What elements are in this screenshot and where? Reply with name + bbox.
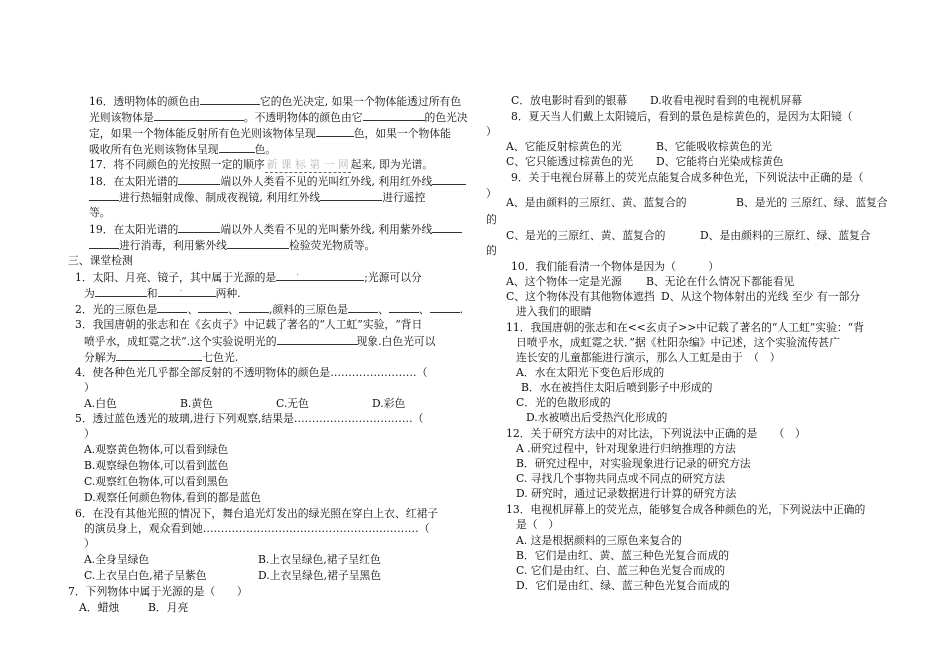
blank	[363, 109, 425, 121]
q19-text: 进行消毒，利用紫外线	[119, 239, 227, 252]
blank	[320, 189, 382, 201]
q7-option-c: C．放电影时看到的银幕	[511, 94, 628, 107]
q11-option-c: C．光的色散形成的	[516, 396, 611, 409]
q18-line3: 等。	[89, 206, 111, 219]
c1-line1	[75, 269, 422, 285]
q11-option-b: B．水在被挡住太阳后喷到影子中形成的	[521, 381, 713, 394]
c2-line	[75, 301, 463, 317]
c3-text: 喷乎水，成虹霓之状”.这个实验说明光的	[84, 335, 277, 348]
c3-text: 现象.白色光可以	[356, 335, 436, 348]
c7-stem: 7．下列物体中属于光源的是（ ）	[68, 585, 248, 598]
c2-end: .	[459, 303, 464, 316]
q17-text: 起来, 即为光谱。	[350, 158, 434, 171]
c1-text: 1．太阳、月亮、镜子，其中属于光源的是	[75, 271, 277, 284]
c6-option-a: A.全身呈绿色	[84, 553, 150, 566]
q9-option-d: D、是由颜料的三原红、绿、蓝复合	[700, 229, 871, 242]
q19-text: 端以外人类看不见的光叫紫外线, 利用紫外线	[220, 223, 433, 236]
q17-text: 17．将不同颜色的光按照一定的顺序	[89, 158, 265, 171]
blank	[157, 301, 187, 313]
blank	[89, 189, 119, 201]
c2-sep: 、	[187, 303, 199, 316]
q9-option-c: C、是光的三原红、黄、蓝复合的	[506, 229, 666, 242]
q12-option-c: C. 寻找几个事物共同点或不同点的研究方法	[516, 472, 726, 485]
q17-line	[89, 157, 433, 173]
q12-stem: 12．关于研究方法中的对比法，下列说法中正确的是 （ ）	[506, 427, 806, 440]
c5-option-a: A.观察黄色物体,可以看到绿色	[84, 443, 229, 456]
q9-wrap: 的	[486, 213, 497, 226]
q16-line4	[89, 141, 276, 157]
q12-option-a: A .研究过程中，针对现象进行归纳推理的方法	[516, 442, 736, 455]
c4-option-b: B.黄色	[180, 397, 213, 410]
blank	[116, 349, 202, 361]
q10-option-b: B、无论在什么情况下都能看见	[646, 275, 795, 288]
section-heading: 三、课堂检测	[68, 254, 133, 267]
q9-option-b: B、是光的 三原红、绿、蓝复合	[736, 196, 888, 209]
blank	[432, 221, 462, 233]
blank	[95, 285, 147, 297]
q8-option-a: A、它能反射棕黄色的光	[506, 140, 622, 153]
q10-option-d: D、从这个物体射出的光线 至少 有一部分	[661, 290, 861, 303]
q8-option-b: B、它能吸收棕黄色的光	[656, 140, 772, 153]
q8-option-c: C、它只能透过棕黄色的光	[506, 155, 634, 168]
blank	[227, 237, 289, 249]
blank	[389, 301, 419, 313]
c5-option-c: C.观察红色物体,可以看到黑色	[84, 475, 229, 488]
blank	[158, 285, 216, 297]
blank	[178, 173, 220, 185]
c6-option-d: D.上衣呈绿色,裙子呈黑色	[258, 569, 382, 582]
decor-mark: .	[296, 268, 300, 278]
q16-text: 色，如果一个物体能	[353, 127, 451, 140]
q11-option-a: A．水在太阳光下变色后形成的	[516, 366, 665, 379]
q16-text: 吸收所有色光则该物体呈现	[89, 143, 219, 156]
blank	[198, 301, 228, 313]
q12-option-d: D. 研究时，通过记录数据进行计算的研究方法	[516, 487, 737, 500]
blank	[295, 333, 357, 345]
blank	[89, 237, 119, 249]
q8-option-d: D、它能将白光染成棕黄色	[656, 155, 784, 168]
blank	[276, 269, 364, 281]
blank	[432, 173, 466, 185]
c3-text: 七色光.	[202, 351, 239, 364]
q8-line1: 8．夏天当人们戴上太阳镜后，看到的景色是棕黄色的，是因为太阳镜（	[511, 110, 853, 123]
blank	[178, 221, 220, 233]
c6-line2: 的演员身上，观众看到她……………………………………………………（	[84, 522, 430, 535]
q10-option-d-cont: 进入我们的眼睛	[516, 305, 592, 318]
c5-option-d: D.观察任何颜色物体,看到的都是蓝色	[84, 491, 262, 504]
c4-option-d: D.彩色	[372, 397, 406, 410]
watermark-text: 新 课 标 第 一 网	[266, 158, 349, 171]
q16-text: 的色光决	[424, 111, 468, 124]
q13-option-a: A. 这是根据颜料的三原色来复合的	[516, 534, 682, 547]
q9-wrap2: 的	[486, 244, 497, 257]
c6-option-c: C.上衣呈白色,裙子呈紫色	[84, 569, 207, 582]
blank	[277, 333, 295, 345]
c1-text: ;光源可以分	[364, 271, 422, 284]
q12-option-b: B．研究过程中，对实验现象进行记录的研究方法	[516, 457, 751, 470]
q11-line3: 连长安的儿童都能进行演示，那么人工虹是由于 （ ）	[516, 351, 781, 364]
q11-line1: 11．我国唐朝的张志和在<<玄贞子>>中记载了著名的“人工虹”实验：“背	[506, 321, 864, 334]
q18-text: 进行热辐射成像、制成夜视镜, 利用红外线	[119, 191, 321, 204]
c4-stem: 4．使各种色光几乎都全部反射的不透明物体的颜色是……………………（	[75, 366, 428, 379]
c3-line2	[84, 333, 436, 349]
blank	[316, 125, 354, 137]
c1-line2	[84, 285, 241, 301]
q19-line1	[89, 221, 462, 237]
c4-close: ）	[84, 381, 95, 394]
q18-text: 进行遥控	[382, 191, 426, 204]
q10-option-a: A、这个物体一定是光源	[506, 275, 622, 288]
q13-option-d: D．它们是由红、绿、蓝三种色光复合而成的	[516, 579, 730, 592]
q16-text: 光则该物体是	[89, 111, 154, 124]
c2-text: 2．光的三原色是	[75, 303, 158, 316]
blank	[219, 141, 255, 153]
c7-option-a: A．蜡烛	[79, 601, 120, 614]
q9-option-a: A、是由颜料的三原红、黄、蓝复合的	[506, 196, 687, 209]
c3-text: 分解为	[84, 351, 117, 364]
q9-line1: 9．关于电视台屏幕上的荧光点能复合成多种色光，下列说法中正确的是（	[511, 171, 864, 184]
q18-text: 18．在太阳光谱的	[89, 175, 179, 188]
q9-line2: ）	[486, 187, 497, 200]
q19-text: 检验荧光物质等。	[288, 239, 376, 252]
q10-option-c: C、这个物体没有其他物体遮挡	[506, 290, 655, 303]
c2-sep: 、	[418, 303, 430, 316]
c5-option-b: B.观察绿色物体,可以看到蓝色	[84, 459, 229, 472]
q16-text: 16．透明物体的颜色由	[89, 95, 200, 108]
c2-sep: 、	[378, 303, 389, 316]
q13-option-b: B．它们是由红、黄、蓝三种色光复合而成的	[516, 549, 730, 562]
c6-close: ）	[84, 537, 95, 550]
c3-line1: 3．我国唐朝的张志和在《玄贞子》中记载了著名的“人工虹”实验，“背日	[75, 318, 423, 331]
c5-stem: 5．透过蓝色透光的玻璃,进行下列观察,结果是……………………………（	[75, 412, 424, 425]
c7-option-b: B．月亮	[148, 601, 189, 614]
q11-line2: 日喷乎水，成虹霓之状．”据《杜阳杂编》中记述，这个实验流传甚广	[516, 336, 841, 349]
c5-close: ）	[84, 427, 95, 440]
q16-line1	[89, 93, 461, 109]
c6-option-b: B.上衣呈绿色,裙子呈红色	[258, 553, 381, 566]
q16-text: 定，如果一个物体能反射所有色光则该物体呈现	[89, 127, 316, 140]
q13-line2: 是（ ）	[516, 518, 560, 531]
blank	[430, 301, 460, 313]
blank	[154, 109, 244, 121]
q7-option-d: D.收看电视时看到的电视机屏幕	[650, 94, 803, 107]
q16-text: 它的色光决定, 如果一个物体能透过所有色	[259, 95, 462, 108]
q18-line2	[89, 189, 425, 205]
c1-text: 两种.	[215, 287, 241, 300]
c2-sep: 、	[228, 303, 240, 316]
q13-option-c: C. 它们是由红、白、蓝三种色光复合而成的	[516, 564, 726, 577]
q16-line2	[89, 109, 468, 125]
q19-line2	[89, 237, 375, 253]
c3-line3	[84, 349, 238, 365]
q16-text: 。不透明物体的颜色由它	[243, 111, 363, 124]
c1-text: 和	[146, 287, 158, 300]
c1-text: 为	[84, 287, 95, 300]
blank	[200, 93, 260, 105]
c6-line1: 6．在没有其他光照的情况下，舞台追光灯发出的绿光照在穿白上衣、红裙子	[75, 507, 439, 520]
q16-text: 色。	[254, 143, 277, 156]
blank	[348, 301, 378, 313]
q8-line2: ）	[486, 125, 497, 138]
q10-stem: 10．我们能看清一个物体是因为（ ）	[511, 260, 720, 273]
decor-mark: .	[179, 284, 183, 294]
q18-text: 端以外人类看不见的光叫红外线, 利用红外线	[220, 175, 433, 188]
q16-line3	[89, 125, 451, 141]
q19-text: 19．在太阳光谱的	[89, 223, 179, 236]
q18-line1	[89, 173, 466, 189]
c4-option-c: C.无色	[276, 397, 309, 410]
q13-line1: 13．电视机屏幕上的荧光点，能够复合成各种颜色的光，下列说法中正确的	[506, 503, 866, 516]
blank	[239, 301, 269, 313]
q11-option-d: D.水被喷出后受热汽化形成的	[526, 411, 668, 424]
c2-text: ,颜料的三原色是	[269, 303, 349, 316]
c4-option-a: A.白色	[84, 397, 117, 410]
